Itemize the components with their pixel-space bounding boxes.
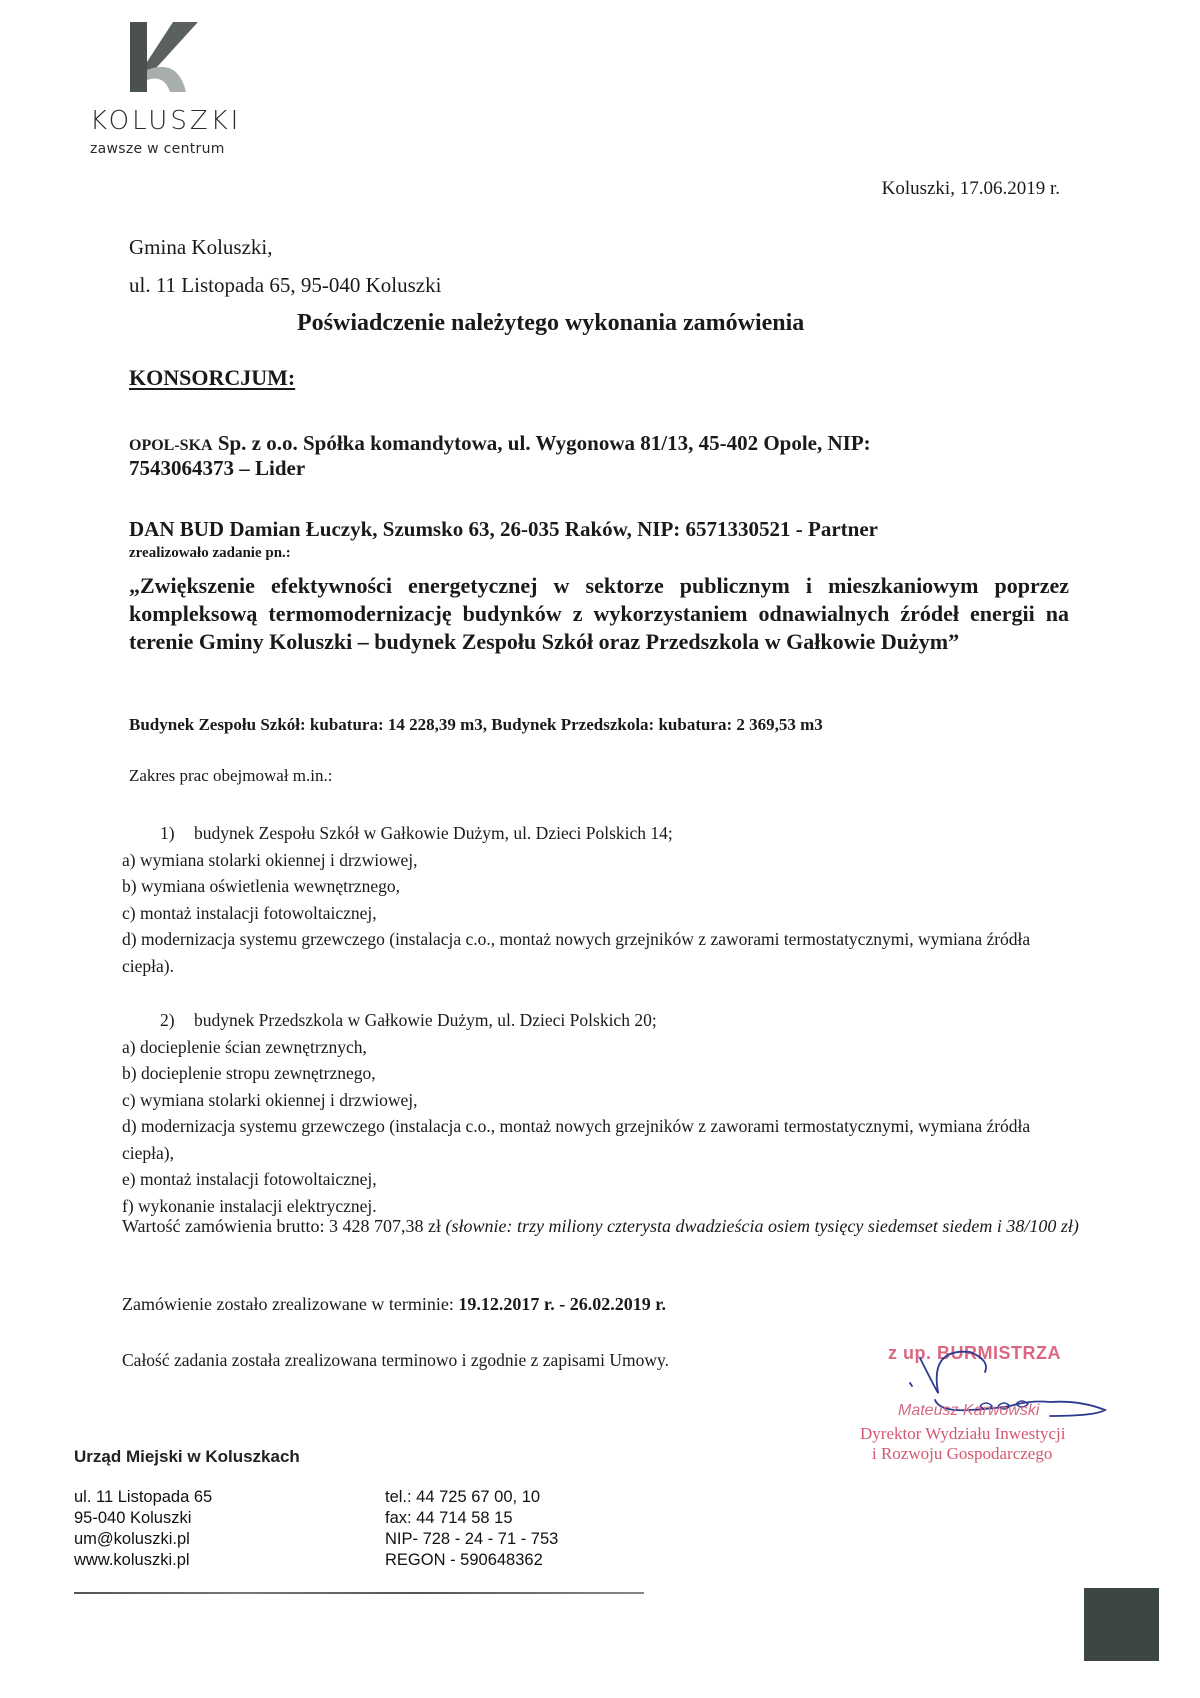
building-number: 1) bbox=[160, 823, 175, 843]
consortium-heading: KONSORCJUM: bbox=[129, 365, 296, 390]
building-number: 2) bbox=[160, 1010, 175, 1030]
recipient-address: ul. 11 Listopada 65, 95-040 Koluszki bbox=[129, 273, 442, 297]
completion-statement: Całość zadania została zrealizowana terminowo i zgodnie z zapisami Umowy. bbox=[122, 1350, 669, 1370]
member-prefix: OPOL-SKA bbox=[129, 437, 213, 454]
completion-period bbox=[122, 1294, 666, 1315]
scope-item: a) wymiana stolarki okiennej i drzwiowej, bbox=[122, 849, 418, 870]
corner-mark bbox=[1084, 1588, 1159, 1661]
building-title: budynek Przedszkola w Gałkowie Dużym, ul. Dzieci Polskich 20; bbox=[194, 1010, 657, 1030]
period-dates: 19.12.2017 r. - 26.02.2019 r. bbox=[458, 1294, 667, 1314]
footer-street: ul. 11 Listopada 65 bbox=[74, 1488, 213, 1506]
contract-value bbox=[122, 1212, 1082, 1240]
building-title: budynek Zespołu Szkół w Gałkowie Dużym, ul. Dzieci Polskich 14; bbox=[194, 823, 673, 843]
building-heading bbox=[122, 820, 1082, 847]
scope-item: c) wymiana stolarki okiennej i drzwiowej, bbox=[122, 1089, 418, 1110]
footer-phone: tel.: 44 725 67 00, 10 bbox=[385, 1488, 541, 1506]
scope-building-1 bbox=[122, 820, 1082, 979]
scope-intro: Zakres prac obejmował m.in.: bbox=[129, 766, 333, 785]
footer-nip: NIP- 728 - 24 - 71 - 753 bbox=[385, 1530, 559, 1548]
scope-item: b) wymiana oświetlenia wewnętrznego, bbox=[122, 876, 400, 896]
recipient-name: Gmina Koluszki, bbox=[129, 235, 273, 259]
koluszki-k-icon bbox=[128, 18, 208, 96]
scope-building-2 bbox=[122, 1007, 1082, 1219]
consortium-member-partner: DAN BUD Damian Łuczyk, Szumsko 63, 26-035 Raków, NIP: 6571330521 - Partner bbox=[129, 517, 878, 541]
footer-email[interactable]: um@koluszki.pl bbox=[74, 1530, 190, 1548]
stamp-signatory-role: Dyrektor Wydziału Inwestycji bbox=[860, 1424, 1066, 1443]
stamp-authority: z up. BURMISTRZA bbox=[888, 1343, 1061, 1363]
footer-website[interactable]: www.koluszki.pl bbox=[74, 1551, 190, 1569]
logo-name: KOLUSZKI bbox=[90, 106, 242, 136]
scope-item: a) docieplenie ścian zewnętrznych, bbox=[122, 1036, 367, 1057]
footer-regon: REGON - 590648362 bbox=[385, 1551, 543, 1569]
logo-tagline: zawsze w centrum bbox=[90, 141, 225, 157]
footer-address bbox=[74, 1487, 212, 1571]
official-stamp bbox=[860, 1338, 1120, 1488]
footer-office-name: Urząd Miejski w Koluszkach bbox=[74, 1447, 300, 1466]
task-name: „Zwiększenie efektywności energetycznej w sektorze publicznym i mieszkaniowym poprzez kompleksową termomodernizację budynków z wykorzystaniem odnawialnych źródeł energii na terenie Gminy Koluszki – budynek Zespołu Szkół oraz Przedszkola w Gałkowie Dużym” bbox=[129, 573, 1069, 654]
stamp-signatory-name: Mateusz Karwowski bbox=[898, 1402, 1040, 1419]
contract-value-amount: Wartość zamówienia brutto: 3 428 707,38 zł bbox=[122, 1216, 446, 1236]
task-intro: zrealizowało zadanie pn.: bbox=[129, 545, 291, 561]
koluszki-logo bbox=[90, 18, 250, 158]
document-date: Koluszki, 17.06.2019 r. bbox=[881, 178, 1060, 199]
scope-item: b) docieplenie stropu zewnętrznego, bbox=[122, 1063, 376, 1083]
building-heading bbox=[122, 1007, 1082, 1034]
building-volumes: Budynek Zespołu Szkół: kubatura: 14 228,39 m3, Budynek Przedszkola: kubatura: 2 369,53 m3 bbox=[129, 715, 823, 734]
consortium-member-leader-nip: 7543064373 – Lider bbox=[129, 456, 306, 480]
footer-divider bbox=[74, 1592, 644, 1594]
scope-item: c) montaż instalacji fotowoltaicznej, bbox=[122, 902, 377, 923]
stamp-signatory-role-cont: i Rozwoju Gospodarczego bbox=[872, 1444, 1053, 1463]
scope-item: e) montaż instalacji fotowoltaicznej, bbox=[122, 1169, 377, 1189]
footer-contact bbox=[385, 1487, 558, 1571]
footer-fax: fax: 44 714 58 15 bbox=[385, 1509, 513, 1527]
contract-value-in-words: (słownie: trzy miliony czterysta dwadzieścia osiem tysięcy siedemset siedem i 38/100 zł) bbox=[445, 1216, 1079, 1236]
document-title: Poświadczenie należytego wykonania zamówienia bbox=[297, 310, 805, 336]
scope-item: d) modernizacja systemu grzewczego (instalacja c.o., montaż nowych grzejników z zaworami termostatycznymi, wymiana źródła ciepła). bbox=[122, 929, 1031, 976]
footer-city: 95-040 Koluszki bbox=[74, 1509, 192, 1527]
member-text: Sp. z o.o. Spółka komandytowa, ul. Wygonowa 81/13, 45-402 Opole, NIP: bbox=[212, 431, 871, 455]
scope-item: d) modernizacja systemu grzewczego (instalacja c.o., montaż nowych grzejników z zaworami termostatycznymi, wymiana źródła ciepła), bbox=[122, 1116, 1031, 1163]
scope-item: f) wykonanie instalacji elektrycznej. bbox=[122, 1195, 377, 1216]
period-label: Zamówienie zostało zrealizowane w terminie: bbox=[122, 1294, 459, 1314]
